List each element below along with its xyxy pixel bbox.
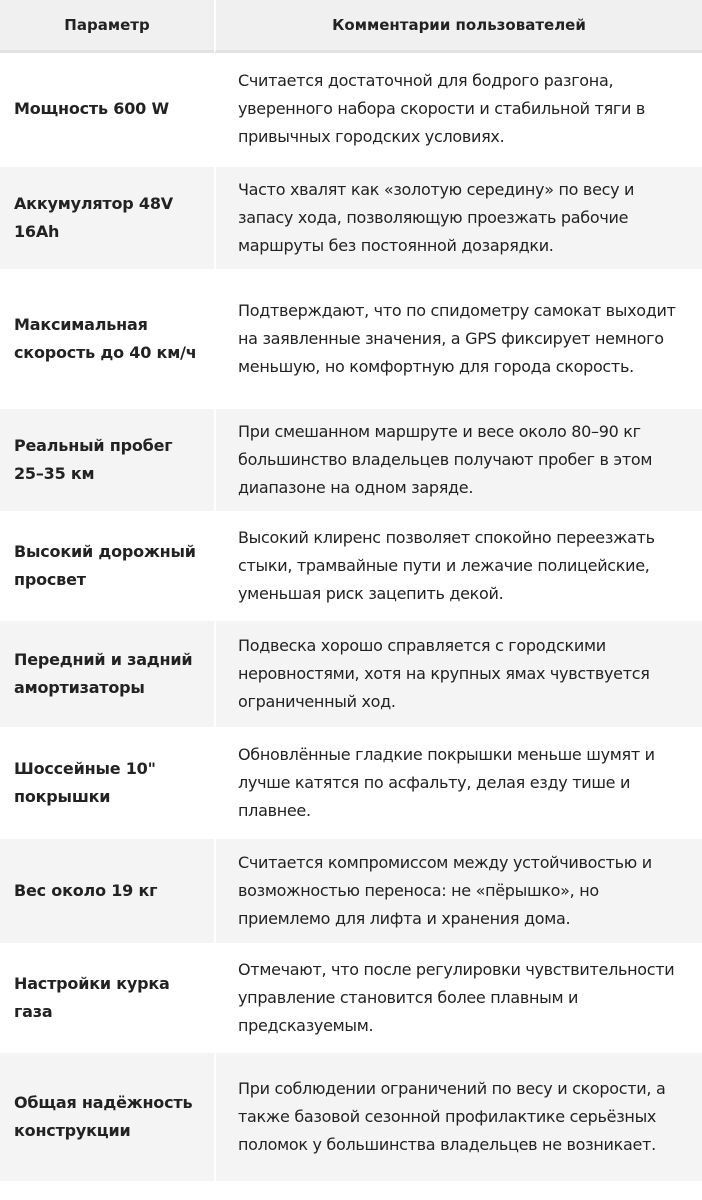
- param-cell: Аккумулятор 48V 16Ah: [0, 165, 214, 269]
- param-cell: Мощность 600 W: [14, 99, 169, 118]
- comment-cell: Подвеска хорошо справляется с городскими неровностями, хотя на крупных ямах чувствуется ограниченный ход.: [214, 619, 702, 727]
- param-cell: Вес около 19 кг: [0, 837, 214, 943]
- comment-cell: Считается компромиссом между устойчивостью и возможностью переноса: не «пёрышко», но приемлемо для лифта и хранения дома.: [214, 837, 702, 943]
- comment-cell: Считается достаточной для бодрого разгона, уверенного набора скорости и стабильной тяги в привычных городских условиях.: [214, 53, 702, 165]
- table-row: [0, 407, 702, 511]
- param-cell: Шоссейные 10" покрышки: [0, 727, 214, 837]
- comment-cell: Подтверждают, что по спидометру самокат выходит на заявленные значения, а GPS фиксирует немного меньшую, но комфортную для города скорость.: [214, 269, 702, 407]
- table-row: [0, 53, 702, 165]
- comment-cell: Обновлённые гладкие покрышки меньше шумят и лучше катятся по асфальту, делая езду тише и плавнее.: [214, 727, 702, 837]
- param-cell: Передний и задний амортизаторы: [0, 619, 214, 727]
- table-row: [0, 511, 702, 619]
- table-row: [0, 1051, 702, 1181]
- comment-cell: При соблюдении ограничений по весу и скорости, а также базовой сезонной профилактике серьёзных поломок у большинства владельцев не возникает.: [214, 1051, 702, 1181]
- table-row: [0, 165, 702, 269]
- param-cell: Общая надёжность конструкции: [0, 1051, 214, 1181]
- table-row: [0, 619, 702, 727]
- table-header-row: [0, 0, 702, 53]
- comment-cell: Высокий клиренс позволяет спокойно переезжать стыки, трамвайные пути и лежачие полицейские, уменьшая риск зацепить декой.: [214, 511, 702, 619]
- header-param: Параметр: [0, 0, 214, 53]
- param-cell: Высокий дорожный просвет: [0, 511, 214, 619]
- table-row: [0, 727, 702, 837]
- comment-cell: Отмечают, что после регулировки чувствительности управление становится более плавным и предсказуемым.: [214, 943, 702, 1051]
- table-row: [0, 837, 702, 943]
- comment-cell: При смешанном маршруте и весе около 80–90 кг большинство владельцев получают пробег в этом диапазоне на одном заряде.: [214, 407, 702, 511]
- comment-cell: Часто хвалят как «золотую середину» по весу и запасу хода, позволяющую проезжать рабочие маршруты без постоянной дозарядки.: [214, 165, 702, 269]
- param-cell: Реальный пробег 25–35 км: [0, 407, 214, 511]
- table-row: [0, 269, 702, 407]
- param-cell: Настройки курка газа: [0, 943, 214, 1051]
- param-cell: Максимальная скорость до 40 км/ч: [0, 269, 214, 407]
- table-row: [0, 943, 702, 1051]
- header-comments: Комментарии пользователей: [214, 0, 702, 53]
